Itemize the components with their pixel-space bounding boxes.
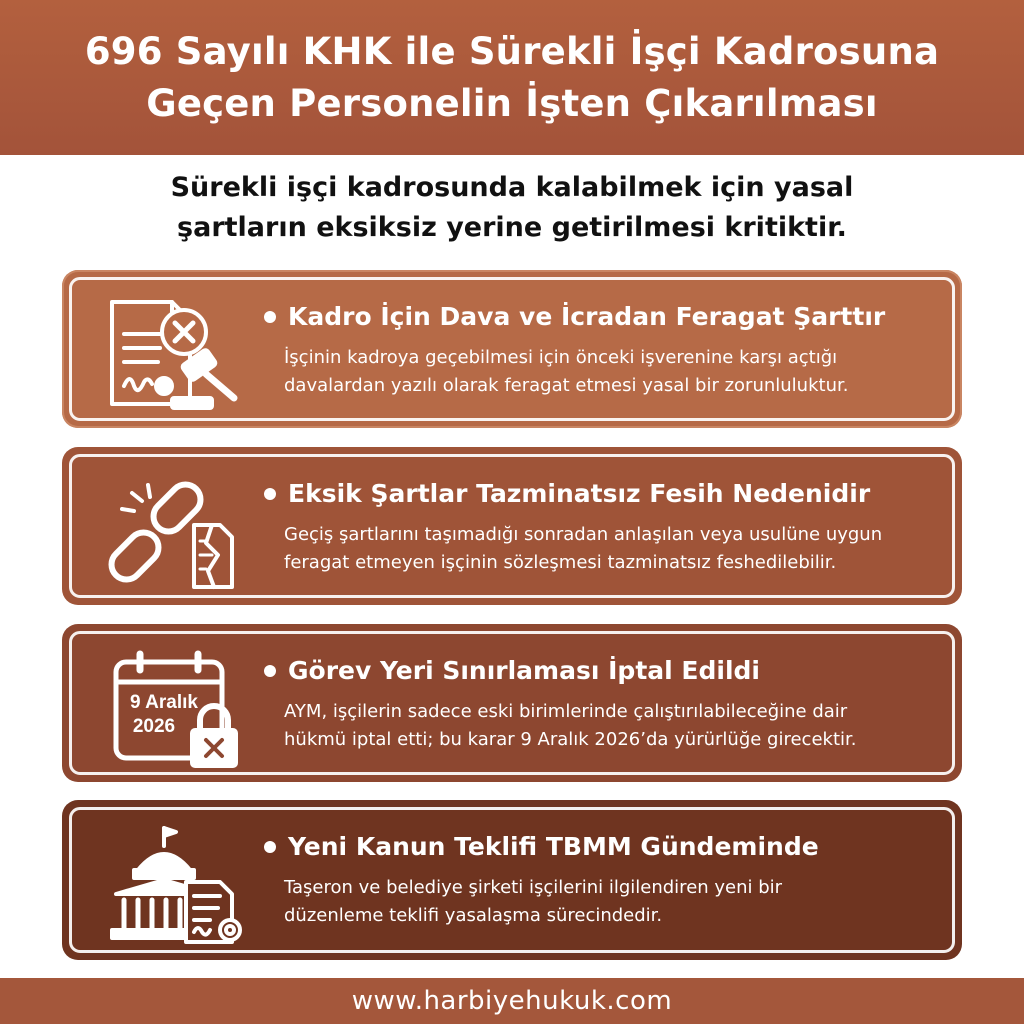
- info-card-new-bill: [62, 800, 962, 960]
- info-card-dismissal: [62, 447, 962, 605]
- bullet-icon: [264, 841, 276, 853]
- card-description: AYM, işçilerin sadece eski birimlerinde çalıştırılabileceğine dair hükmü iptal etti; bu karar 9 Aralık 2026’da yürürlüğe girecektir.: [284, 701, 857, 750]
- calendar-date-line-1: 9 Aralık: [130, 692, 198, 713]
- info-card-waiver: [62, 270, 962, 428]
- info-card-location: [62, 624, 962, 782]
- card-description: İşçinin kadroya geçebilmesi için önceki işverenine karşı açtığı davalardan yazılı olarak feragat etmesi yasal bir zorunluluktur.: [284, 347, 849, 396]
- card-description: Taşeron ve belediye şirketi işçilerini ilgilendiren yeni bir düzenleme teklifi yasalaşma sürecindedir.: [284, 877, 783, 926]
- page-title-line-2: Geçen Personelin İşten Çıkarılması: [146, 81, 878, 125]
- website-link[interactable]: www.harbiyehukuk.com: [351, 986, 673, 1016]
- footer-banner: [0, 978, 1024, 1024]
- bullet-icon: [264, 311, 276, 323]
- card-title: Yeni Kanun Teklifi TBMM Gündeminde: [264, 832, 819, 861]
- document-gavel-icon: [102, 294, 252, 419]
- calendar-date-line-2: 2026: [132, 716, 176, 737]
- broken-chain-icon: [102, 471, 252, 596]
- subtitle-line-1: Sürekli işçi kadrosunda kalabilmek için yasal: [170, 172, 854, 203]
- subtitle-line-2: şartların eksiksiz yerine getirilmesi kritiktir.: [177, 212, 847, 243]
- bullet-icon: [264, 488, 276, 500]
- bullet-icon: [264, 665, 276, 677]
- header-banner: [0, 0, 1024, 155]
- parliament-document-icon: [102, 824, 252, 949]
- card-title: Kadro İçin Dava ve İcradan Feragat Şarttır: [264, 302, 885, 331]
- subtitle: [0, 168, 1024, 248]
- page-title-line-1: 696 Sayılı KHK ile Sürekli İşçi Kadrosuna: [84, 29, 940, 73]
- calendar-lock-icon: [102, 648, 252, 773]
- card-title: Eksik Şartlar Tazminatsız Fesih Nedenidir: [264, 479, 870, 508]
- card-description: Geçiş şartlarını taşımadığı sonradan anlaşılan veya usulüne uygun feragat etmeyen işçinin sözleşmesi tazminatsız feshedilebilir.: [284, 524, 883, 573]
- card-title: Görev Yeri Sınırlaması İptal Edildi: [264, 656, 760, 685]
